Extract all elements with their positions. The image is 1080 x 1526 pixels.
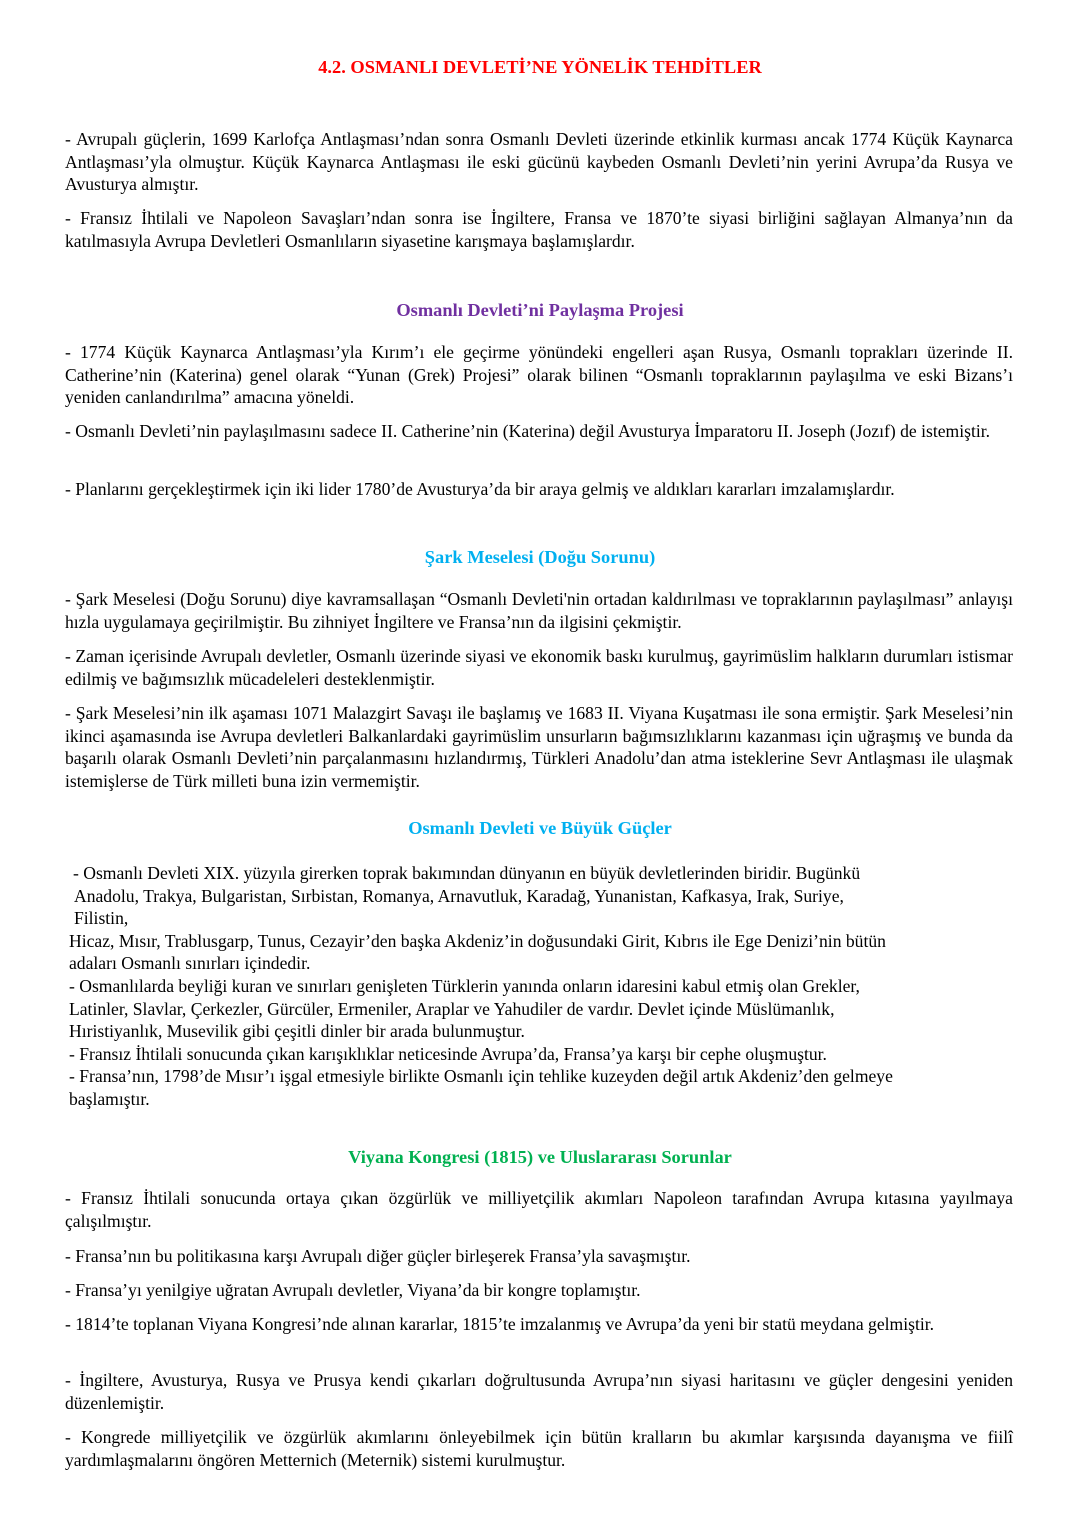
- text-line: Hicaz, Mısır, Trablusgarp, Tunus, Cezayir’den başka Akdeniz’in doğusundaki Girit, Kıbrıs ile Ege Denizi’nin bütün: [69, 930, 886, 951]
- text-line: adaları Osmanlı sınırları içindedir.: [69, 953, 311, 974]
- section-heading-paylasma: Osmanlı Devleti’ni Paylaşma Projesi: [396, 300, 684, 320]
- viyana-paragraph-1: - Fransız İhtilali sonucunda ortaya çıkan özgürlük ve milliyetçilik akımları Napoleon tarafından Avrupa kıtasına yayılmaya çalışılmıştır.: [65, 1188, 1013, 1231]
- sark-paragraph-1: - Şark Meselesi (Doğu Sorunu) diye kavramsallaşan “Osmanlı Devleti'nin ortadan kaldırılması ve topraklarının paylaşılması” anlayışı hızla uygulamaya geçirilmiştir. Bu zihniyet İngiltere ve Fransa’nın da ilgisini çekmiştir.: [65, 589, 1013, 632]
- text-line: - Osmanlılarda beyliği kuran ve sınırları genişleten Türklerin yanında onların idaresini kabul etmiş olan Grekler,: [69, 975, 860, 996]
- text-line: - Osmanlı Devleti XIX. yüzyıla girerken toprak bakımından dünyanın en büyük devletlerinden biridir. Bugünkü: [73, 863, 861, 883]
- viyana-paragraph-4: - 1814’te toplanan Viyana Kongresi’nde alınan kararlar, 1815’te imzalanmış ve Avrupa’da yeni bir statü meydana gelmiştir.: [65, 1314, 935, 1334]
- intro-paragraph-1: - Avrupalı güçlerin, 1699 Karlofça Antlaşması’ndan sonra Osmanlı Devleti üzerinde etkinlik kurması ancak 1774 Küçük Kaynarca Antlaşması’yla olmuştur. Küçük Kaynarca Antlaşması ile eski gücünü kaybeden Osmanlı Devleti’nin yerini Avrupa’da Rusya ve Avusturya almıştır.: [65, 129, 1013, 195]
- viyana-paragraph-2: - Fransa’nın bu politikasına karşı Avrupalı diğer güçler birleşerek Fransa’yla savaşmıştır.: [65, 1246, 691, 1266]
- section-heading-viyana: Viyana Kongresi (1815) ve Uluslararası Sorunlar: [348, 1147, 732, 1167]
- paylasma-paragraph-2: - Osmanlı Devleti’nin paylaşılmasını sadece II. Catherine’nin (Katerina) değil Avusturya İmparatoru II. Joseph (Jozıf) de istemiştir.: [65, 421, 991, 441]
- text-line: Hıristiyanlık, Musevilik gibi çeşitli dinler bir arada bulunmuştur.: [69, 1021, 525, 1042]
- sark-paragraph-3: - Şark Meselesi’nin ilk aşaması 1071 Malazgirt Savaşı ile başlamış ve 1683 II. Viyana Kuşatması ile sona ermiştir. Şark Meselesi’nin ikinci aşamasında ise Avrupa devletleri Balkanlardaki gayrimüslim unsurların bağımsızlıklarını kazanması için uğraşmış ve bunda da başarılı olarak Osmanlı Devleti’nin parçalanmasını hızlandırmış, Türkleri Anadolu’dan atma isteklerine Sevr Antlaşması ile ulaşmak istemişlerse de Türk milleti buna izin vermemiştir.: [65, 703, 1013, 791]
- sark-paragraph-2: - Zaman içerisinde Avrupalı devletler, Osmanlı üzerinde siyasi ve ekonomik baskı kurulmuş, gayrimüslim halkların durumları istismar edilmiş ve bağımsızlık mücadeleleri desteklenmiştir.: [65, 646, 1013, 689]
- section-heading-sark: Şark Meselesi (Doğu Sorunu): [424, 547, 656, 567]
- text-line: - Fransa’nın, 1798’de Mısır’ı işgal etmesiyle birlikte Osmanlı için tehlike kuzeyden değil artık Akdeniz’den gelmeye: [69, 1066, 893, 1087]
- paylasma-paragraph-3: - Planlarını gerçekleştirmek için iki lider 1780’de Avusturya’da bir araya gelmiş ve aldıkları kararları imzalamışlardır.: [65, 479, 895, 499]
- viyana-paragraph-3: - Fransa’yı yenilgiye uğratan Avrupalı devletler, Viyana’da bir kongre toplamıştır.: [65, 1280, 641, 1300]
- intro-paragraph-2: - Fransız İhtilali ve Napoleon Savaşları’ndan sonra ise İngiltere, Fransa ve 1870’te siyasi birliğini sağlayan Almanya’nın da katılmasıyla Avrupa Devletleri Osmanlıların siyasetine karışmaya başlamışlardır.: [65, 208, 1013, 251]
- section-heading-buyuk-gucler: Osmanlı Devleti ve Büyük Güçler: [408, 818, 672, 838]
- buyuk-gucler-text: [65, 862, 1025, 1111]
- text-line: başlamıştır.: [69, 1088, 150, 1109]
- paylasma-paragraph-1: - 1774 Küçük Kaynarca Antlaşması’yla Kırım’ı ele geçirme yönündeki engelleri aşan Rusya, Osmanlı toprakları üzerinde II. Catherine’nin (Katerina) genel olarak “Yunan (Grek) Projesi” olarak bilinen “Osmanlı topraklarının paylaşılma ve eski Bizans’ı yeniden canlandırılma” amacına yöneldi.: [65, 342, 1013, 408]
- text-line: - Fransız İhtilali sonucunda çıkan karışıklıklar neticesinde Avrupa’da, Fransa’ya karşı bir cephe oluşmuştur.: [69, 1043, 827, 1064]
- viyana-paragraph-5: - İngiltere, Avusturya, Rusya ve Prusya kendi çıkarları doğrultusunda Avrupa’nın siyasi haritasını ve güçler dengesini yeniden düzenlemiştir.: [65, 1370, 1013, 1413]
- page-title: 4.2. OSMANLI DEVLETİ’NE YÖNELİK TEHDİTLER: [318, 57, 762, 77]
- viyana-paragraph-6: - Kongrede milliyetçilik ve özgürlük akımlarını önleyebilmek için bütün kralların bu akımlar karşısında dayanışma ve fiilî yardımlaşmalarını öngören Metternich (Meternik) sistemi kurulmuştur.: [65, 1427, 1013, 1470]
- text-line: Anadolu, Trakya, Bulgaristan, Sırbistan, Romanya, Arnavutluk, Karadağ, Yunanistan, Kafkasya, Irak, Suriye,: [74, 885, 844, 906]
- text-line: Filistin,: [74, 908, 129, 929]
- text-line: Latinler, Slavlar, Çerkezler, Gürcüler, Ermeniler, Araplar ve Yahudiler de vardır. Devlet içinde Müslümanlık,: [69, 998, 835, 1019]
